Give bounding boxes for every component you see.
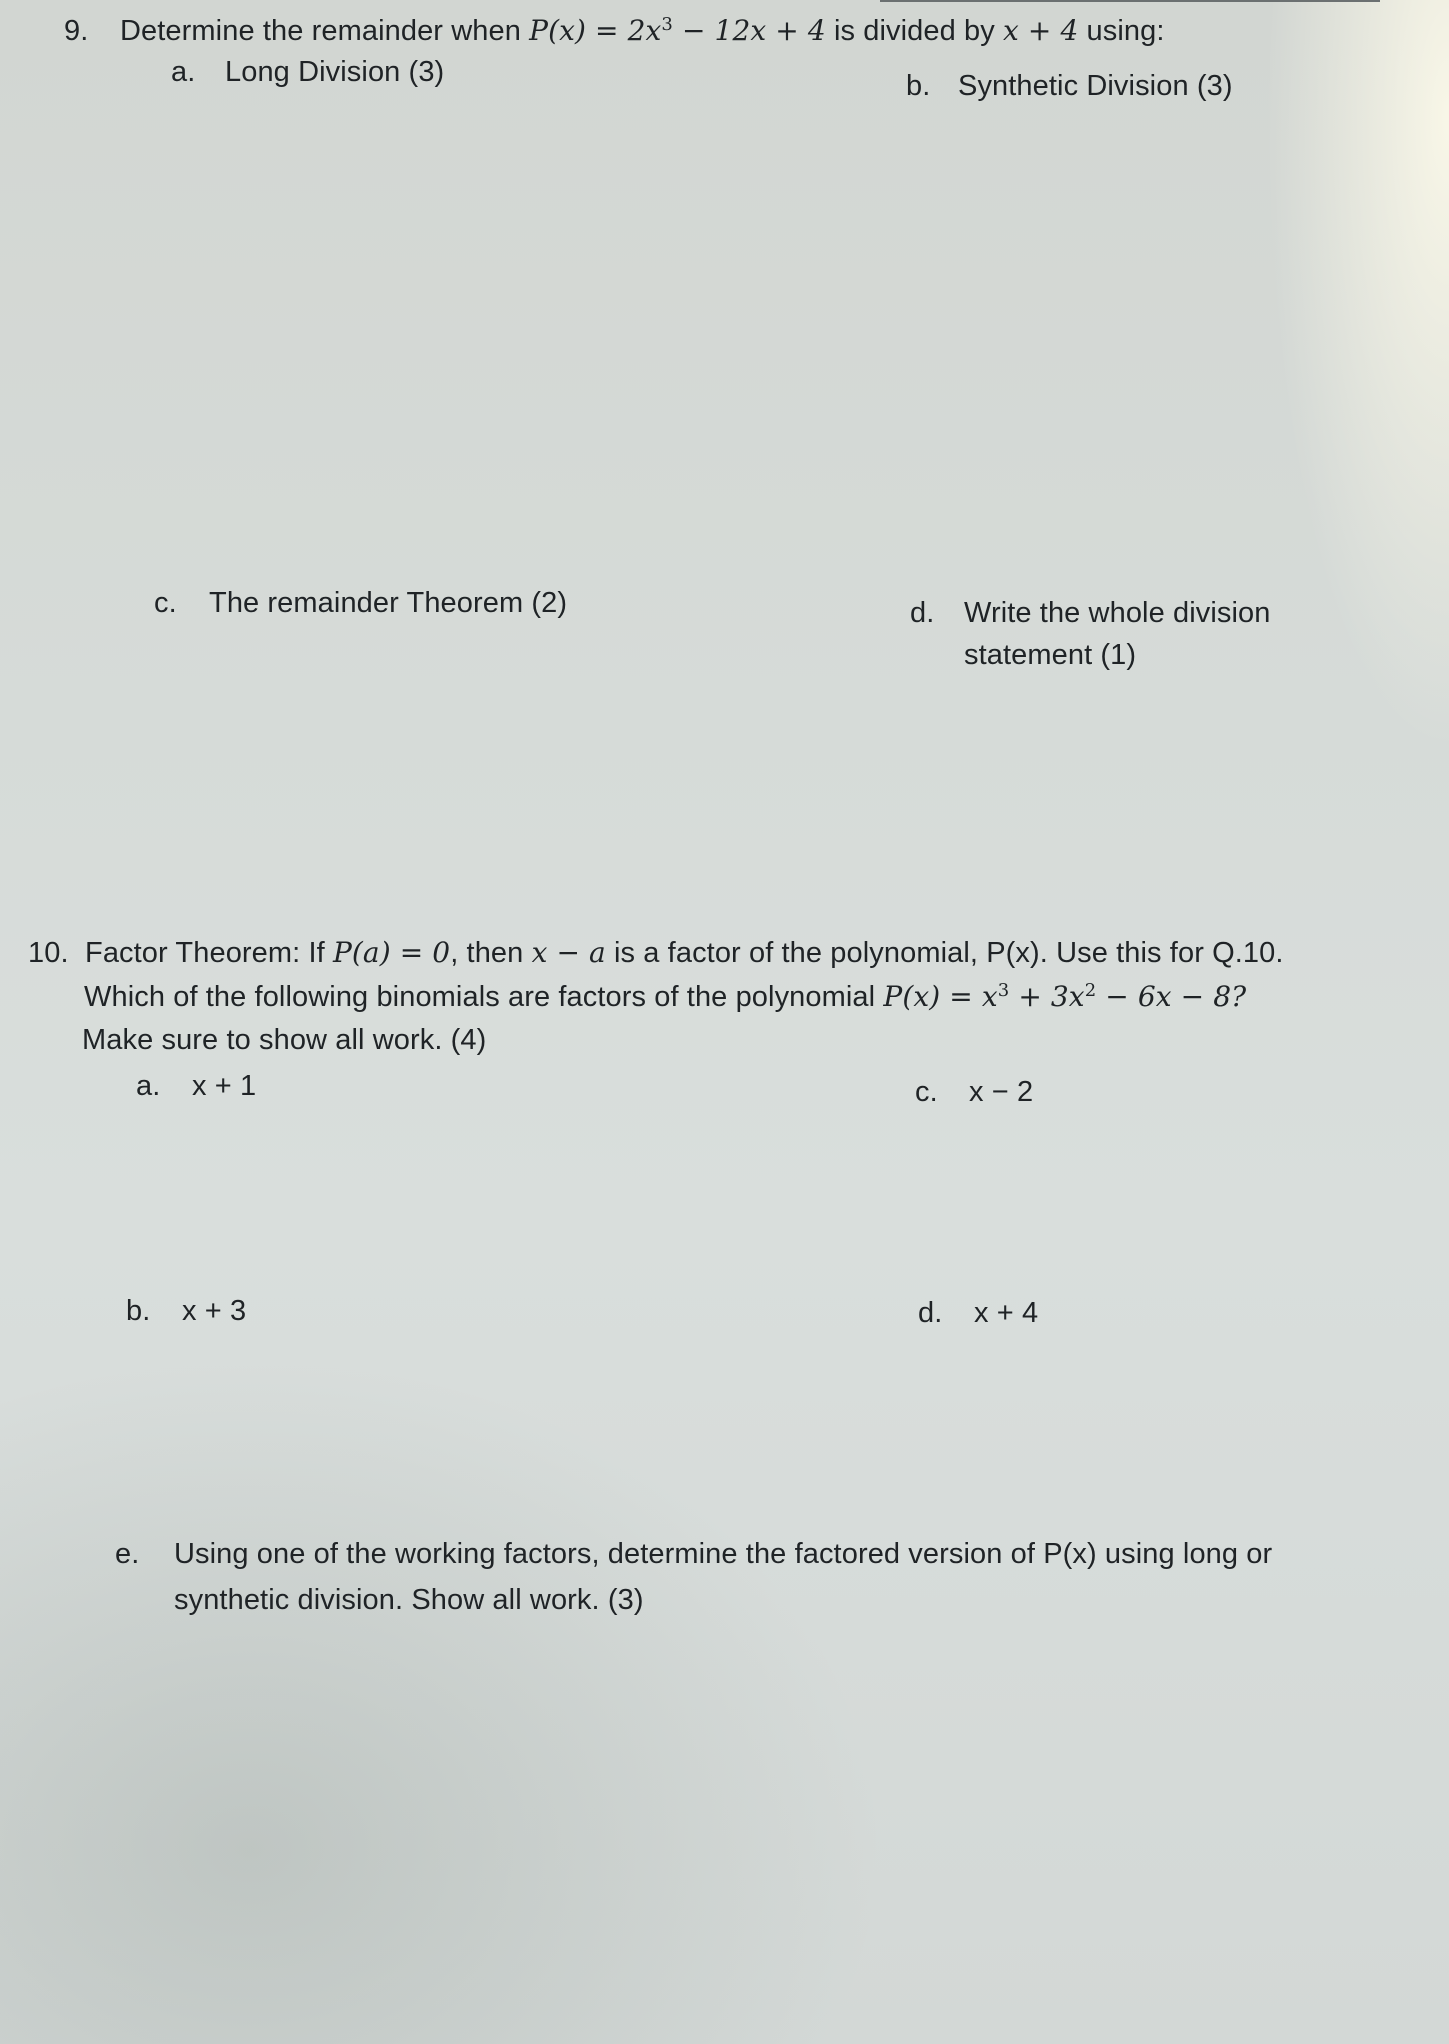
q10-line3: Make sure to show all work. (4) [82, 1024, 487, 1056]
q9-part-a-label: Long Division (3) [225, 56, 445, 88]
q9-text-after: using: [1086, 15, 1165, 47]
top-edge-rule [880, 0, 1380, 2]
q10-part-e-letter: e. [115, 1538, 140, 1570]
q10-part-d [918, 1292, 1038, 1334]
q10-part-a-label: x + 1 [192, 1070, 257, 1102]
q10-intro-2: , then [450, 937, 524, 969]
q9-part-c [154, 582, 567, 624]
q10-poly-term3: − 6x − 8? [1105, 980, 1247, 1013]
q10-intro-3: is a factor of the polynomial, P(x). Use this for Q.10. [614, 937, 1284, 969]
q10-intro-1: Factor Theorem: If [85, 937, 325, 969]
q10-line2-text: Which of the following binomials are factors of the polynomial [84, 981, 876, 1013]
q9-poly-term1: 2x [627, 14, 662, 47]
q9-part-d [910, 592, 1271, 634]
q10-part-b-letter: b. [126, 1295, 151, 1327]
q9-part-c-label: The remainder Theorem (2) [209, 587, 568, 619]
q9-part-d-line2 [964, 634, 1136, 676]
q10-number: 10. [28, 937, 69, 969]
q9-text-mid: is divided by [833, 15, 995, 47]
q10-poly-lhs: P(x) = [883, 980, 973, 1013]
q10-part-d-letter: d. [918, 1297, 943, 1329]
q9-poly-lhs: P(x) [529, 14, 587, 47]
q10-prompt-line3 [82, 1019, 486, 1061]
q9-part-a [171, 51, 444, 93]
q9-part-d-label-line2: statement (1) [964, 639, 1137, 671]
q10-part-b [126, 1290, 246, 1332]
q10-poly-term2: + 3x [1018, 980, 1085, 1013]
q9-poly-eq: = [595, 14, 619, 47]
q9-poly-rest: − 12x + 4 [682, 14, 826, 47]
q10-factor: x − a [531, 936, 606, 969]
q10-part-c [915, 1071, 1033, 1113]
q9-text-before: Determine the remainder when [120, 15, 521, 47]
q9-prompt [64, 10, 1165, 52]
q9-number: 9. [64, 15, 89, 47]
q9-poly [529, 14, 826, 47]
q9-part-b-label: Synthetic Division (3) [958, 70, 1233, 102]
q10-part-a-letter: a. [136, 1070, 161, 1102]
q9-part-d-label-line1: Write the whole division [964, 597, 1271, 629]
q10-part-c-letter: c. [915, 1076, 938, 1108]
q10-part-d-label: x + 4 [974, 1297, 1039, 1329]
q9-divisor: x + 4 [1003, 14, 1079, 47]
q9-part-b [906, 65, 1233, 107]
q10-poly-term1: x [981, 980, 998, 1013]
q10-prompt-line2 [84, 976, 1246, 1018]
q9-part-d-letter: d. [910, 597, 935, 629]
q10-poly-exp1: 3 [997, 980, 1010, 1002]
q9-poly-exp1: 3 [661, 14, 673, 36]
q10-part-e [115, 1533, 1272, 1575]
q10-condition: P(a) = 0 [332, 936, 451, 969]
q9-part-a-letter: a. [171, 56, 196, 88]
q10-part-a [136, 1065, 256, 1107]
q10-prompt-line1 [28, 932, 1284, 974]
q10-part-e-line2 [174, 1579, 644, 1621]
q10-part-e-label-line2: synthetic division. Show all work. (3) [174, 1584, 644, 1616]
q10-poly-exp2: 2 [1084, 980, 1097, 1002]
q10-part-b-label: x + 3 [182, 1295, 247, 1327]
q10-part-e-label-line1: Using one of the working factors, determine the factored version of P(x) using long or [174, 1538, 1273, 1570]
q10-poly [883, 980, 1246, 1013]
q9-part-c-letter: c. [154, 587, 177, 619]
q10-part-c-label: x − 2 [969, 1076, 1034, 1108]
q9-part-b-letter: b. [906, 70, 931, 102]
